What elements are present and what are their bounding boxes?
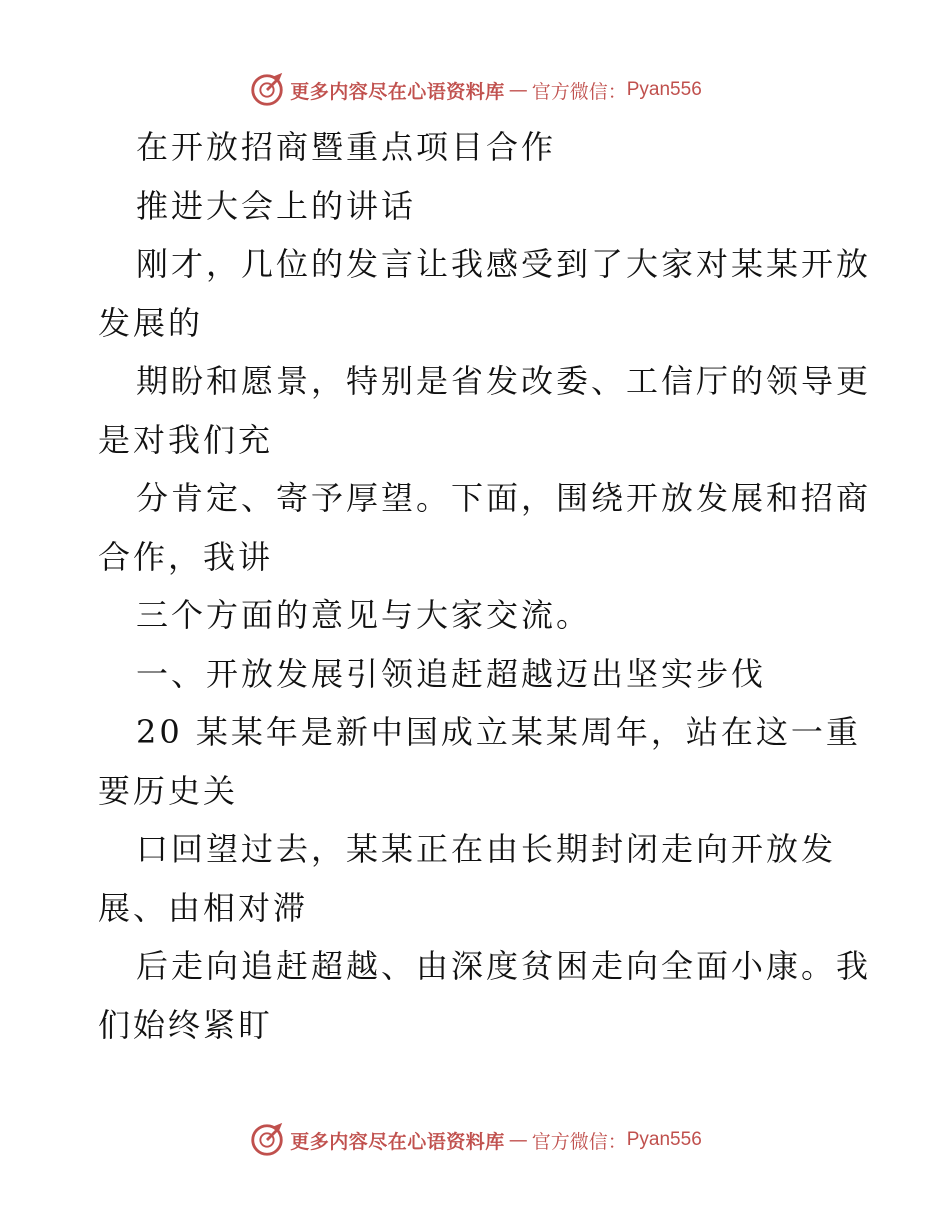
watermark-footer: [0, 1120, 950, 1160]
pen-logo-icon: [248, 71, 286, 109]
watermark-label: 官方微信：: [531, 1130, 627, 1153]
watermark-id: Pyan556: [626, 1129, 702, 1150]
text-line: 推进大会上的讲话: [136, 186, 417, 225]
text-line: 分肯定、寄予厚望。下面，围绕开放发展和招商: [136, 479, 872, 517]
text-line: 要历史关: [98, 771, 239, 810]
pen-logo-icon: [248, 1121, 286, 1159]
watermark-dash: —: [508, 1129, 528, 1151]
document-body: [98, 118, 872, 1054]
text-line: 一、开放发展引领追赶超越迈出坚实步伐: [136, 654, 767, 693]
text-line: 三个方面的意见与大家交流。: [136, 596, 592, 634]
text-line: 合作，我讲: [98, 537, 274, 576]
text-line: 后走向追赶超越、由深度贫困走向全面小康。我: [136, 947, 872, 985]
watermark-text: 更多内容尽在心语资料库: [290, 1130, 505, 1153]
text-line: 20 某某年是新中国成立某某周年，站在这一重: [136, 713, 861, 751]
text-line: 展、由相对滞: [98, 888, 309, 927]
text-line: 期盼和愿景，特别是省发改委、工信厅的领导更: [136, 362, 872, 400]
text-line: 在开放招商暨重点项目合作: [136, 128, 557, 166]
text-line: 发展的: [98, 303, 204, 342]
watermark-id: Pyan556: [626, 79, 702, 100]
text-line: 们始终紧盯: [98, 1005, 274, 1044]
text-line: 口回望过去，某某正在由长期封闭走向开放发: [136, 830, 837, 868]
watermark-header: [0, 70, 950, 110]
text-line: 刚才，几位的发言让我感受到了大家对某某开放: [136, 245, 872, 283]
watermark-label: 官方微信：: [531, 80, 627, 103]
watermark-dash: —: [508, 79, 528, 101]
watermark-text: 更多内容尽在心语资料库: [290, 80, 505, 103]
text-line: 是对我们充: [98, 420, 274, 459]
